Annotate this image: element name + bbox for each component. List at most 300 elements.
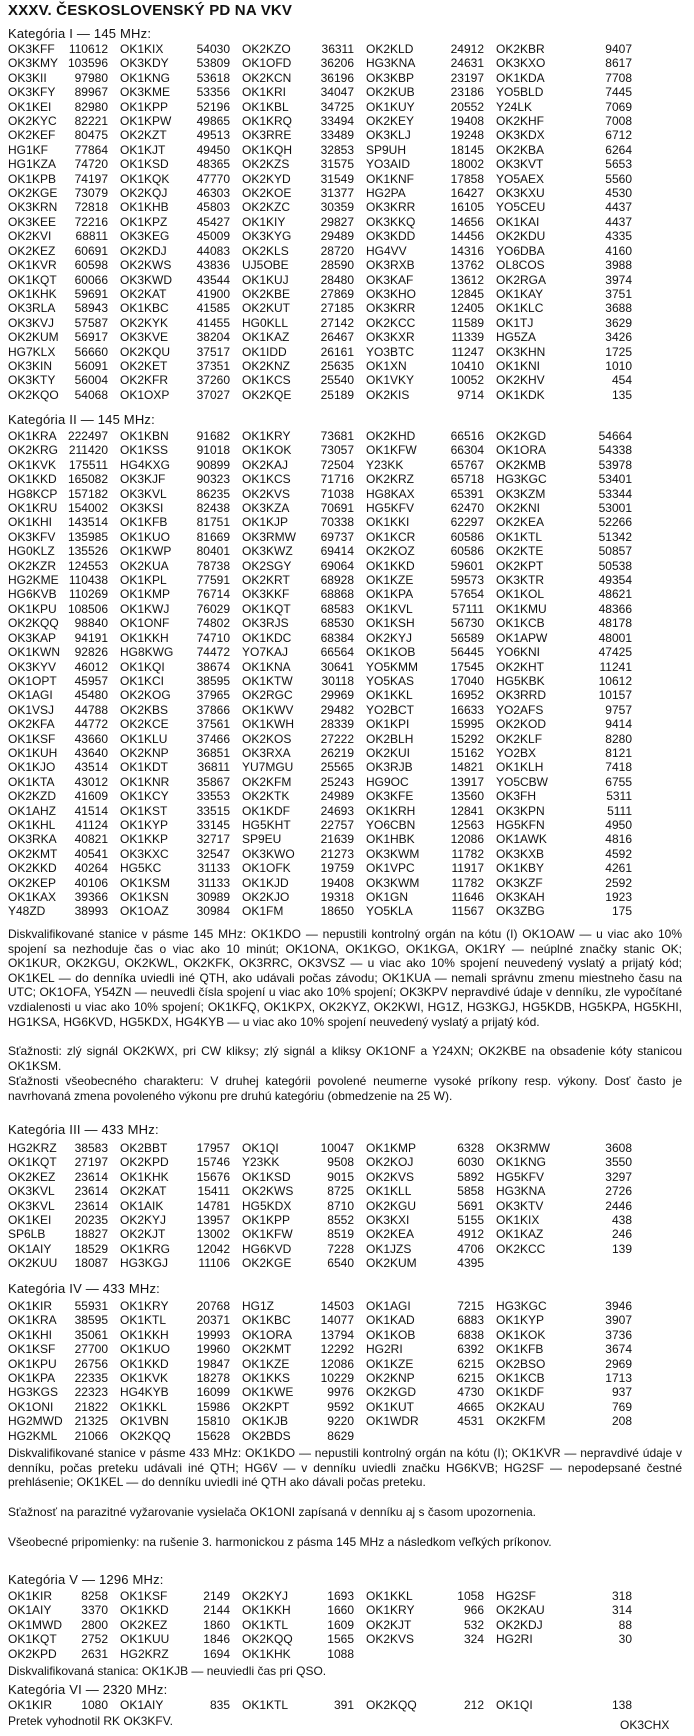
score-cell: 82980 [74, 99, 108, 114]
score-cell: 68868 [320, 587, 354, 602]
score-cell: 2631 [81, 1646, 108, 1661]
score-cell: 77864 [74, 142, 108, 157]
score-cell: 65718 [450, 472, 484, 487]
score-cell: 33494 [320, 114, 354, 129]
score-cell: 7228 [327, 1241, 354, 1256]
callsign-cell: OK2KRZ [366, 472, 415, 487]
score-cell: 43836 [196, 258, 230, 273]
callsign-cell: OK1KHL [8, 817, 56, 832]
score-cell: 3907 [605, 1313, 632, 1328]
score-cell: 31575 [320, 157, 354, 172]
callsign-cell: OK1KTL [242, 1617, 289, 1632]
category-4-general-note: Všeobecné pripomienky: na rušenie 3. harmonickou z pásma 145 MHz a následkom veľkých príkonov. [8, 1535, 552, 1549]
score-cell: 25635 [320, 358, 354, 373]
score-cell: 54030 [196, 42, 230, 56]
score-cell: 11339 [451, 330, 484, 345]
score-cell: 48365 [196, 157, 230, 172]
callsign-cell: OK1KQT [8, 272, 57, 287]
score-cell: 68583 [320, 601, 354, 616]
callsign-cell: OK2KZC [242, 200, 291, 215]
callsign-cell: OK1XN [366, 358, 407, 373]
score-cell: 27222 [320, 731, 354, 746]
score-cell: 43544 [196, 272, 230, 287]
callsign-cell: OK1KJD [242, 875, 289, 890]
score-cell: 27185 [320, 301, 354, 316]
score-cell: 110269 [68, 587, 108, 602]
callsign-cell: OK3RRE [242, 128, 292, 143]
score-cell: 6264 [605, 142, 632, 157]
callsign-cell: YO6CBN [366, 817, 416, 832]
score-cell: 92826 [74, 645, 108, 660]
score-cell: 20235 [74, 1213, 108, 1228]
score-cell: 41585 [196, 301, 230, 316]
callsign-cell: OK1KKD [120, 1356, 169, 1371]
callsign-cell: OK1AGI [366, 1299, 411, 1313]
category-2-complaints-note: Sťažnosti: zlý signál OK2KWX, pri CW kliksy; zlý signál a kliksy OK1ONF a Y24XN; OK2KBE na obsadenie kóty stanicou OK1KSM. [8, 1044, 682, 1073]
callsign-cell: OK2KRG [8, 443, 59, 458]
score-cell: 8552 [327, 1213, 354, 1228]
score-cell: 56091 [74, 358, 108, 373]
callsign-cell: YO5KAS [366, 673, 415, 688]
callsign-cell: OK2KHD [366, 429, 416, 443]
score-cell: 26219 [320, 745, 354, 760]
score-cell: 56917 [74, 330, 108, 345]
score-cell: 57111 [452, 601, 484, 616]
callsign-cell: OK1KJP [242, 515, 289, 530]
score-cell: 73057 [320, 443, 354, 458]
callsign-cell: OK1KRY [242, 429, 291, 443]
callsign-cell: OK1KAD [366, 1313, 415, 1328]
callsign-cell: OK1KRY [366, 1603, 415, 1618]
category-3-table [8, 1141, 688, 1271]
callsign-cell: OK3KFV [8, 529, 56, 544]
score-cell: 6392 [457, 1342, 484, 1357]
callsign-cell: SP9EU [242, 832, 282, 847]
score-cell: 43012 [74, 774, 108, 789]
score-cell: 7445 [605, 85, 632, 100]
score-cell: 1846 [203, 1632, 230, 1647]
callsign-cell: OK1GN [366, 890, 409, 904]
callsign-cell: OK3KME [120, 85, 171, 100]
score-cell: 32717 [196, 832, 230, 847]
score-cell: 81751 [196, 515, 230, 530]
callsign-cell: HG2RI [366, 1342, 403, 1357]
score-cell: 211420 [68, 443, 108, 458]
callsign-cell: OK1KEI [8, 99, 52, 114]
score-cell: 5155 [457, 1213, 484, 1228]
callsign-cell: SP9UH [366, 142, 407, 157]
category-4-table [8, 1299, 688, 1443]
score-cell: 43640 [74, 745, 108, 760]
score-cell: 91018 [196, 443, 230, 458]
score-cell: 33145 [196, 817, 230, 832]
callsign-cell: OK1MWD [8, 1617, 62, 1632]
callsign-cell: OK2KZT [120, 128, 167, 143]
callsign-cell: OK1KAZ [496, 1227, 544, 1242]
callsign-cell: OK3RLA [8, 301, 56, 316]
callsign-cell: OK1OAZ [120, 904, 169, 919]
score-cell: 46012 [74, 659, 108, 674]
callsign-cell: OK3KFY [8, 85, 56, 100]
callsign-cell: OK3RRD [496, 688, 547, 703]
score-cell: 17858 [450, 171, 484, 186]
callsign-cell: OK1KLC [496, 301, 544, 316]
callsign-cell [366, 1647, 442, 1661]
score-cell [580, 1647, 632, 1661]
score-cell: 53401 [598, 472, 632, 487]
score-cell: 1609 [327, 1617, 354, 1632]
score-cell: 37260 [196, 373, 230, 388]
callsign-cell: OK2KYK [120, 315, 169, 330]
callsign-cell: HG2RI [496, 1632, 533, 1647]
score-cell: 21822 [74, 1399, 108, 1414]
callsign-cell: OK1KNG [496, 1155, 547, 1170]
callsign-cell: OK3FH [496, 789, 537, 804]
score-cell: 3608 [605, 1141, 632, 1155]
callsign-cell: OK2KHF [496, 114, 545, 129]
callsign-cell: OK1KSM [120, 875, 171, 890]
score-cell: 10047 [320, 1141, 354, 1155]
callsign-cell: OK3KVE [120, 330, 169, 345]
score-cell: 18529 [74, 1241, 108, 1256]
callsign-cell: OK2KHV [496, 373, 545, 388]
score-cell: 16952 [450, 688, 484, 703]
score-cell: 18650 [320, 904, 354, 919]
score-cell: 33553 [196, 789, 230, 804]
callsign-cell: OK3KXC [120, 846, 169, 861]
score-cell: 39366 [74, 890, 108, 904]
category-1-heading: Kategória I — 145 MHz: [8, 26, 152, 41]
score-cell: 68811 [75, 229, 108, 244]
callsign-cell: OK1KUO [120, 529, 171, 544]
callsign-cell: OK2KPD [8, 1646, 57, 1661]
score-cell: 13917 [450, 774, 484, 789]
callsign-cell: OK3KHN [496, 344, 546, 359]
callsign-cell: OK1KUY [366, 99, 415, 114]
score-cell: 4395 [457, 1256, 484, 1271]
callsign-cell: YO2BCT [366, 702, 415, 717]
score-cell: 26756 [74, 1356, 108, 1371]
score-cell: 11567 [451, 904, 484, 919]
callsign-cell: OK1KUJ [242, 272, 289, 287]
callsign-cell: OK2KIS [366, 387, 410, 402]
score-cell: 19759 [320, 861, 354, 876]
callsign-cell: OK2KJT [366, 1617, 412, 1632]
score-cell: 6215 [457, 1356, 484, 1371]
score-cell: 139 [611, 1241, 632, 1256]
score-cell: 37866 [196, 702, 230, 717]
score-cell: 29489 [320, 229, 354, 244]
callsign-cell: OK2KOS [242, 731, 292, 746]
score-cell: 68928 [320, 573, 354, 588]
score-cell: 18145 [450, 142, 484, 157]
callsign-cell: OK3KZM [496, 486, 546, 501]
score-cell: 44788 [74, 702, 108, 717]
score-cell: 38204 [196, 330, 230, 345]
callsign-cell: OK1KOB [366, 1327, 416, 1342]
callsign-cell: HG2KRZ [120, 1646, 169, 1661]
score-cell: 43514 [74, 760, 108, 775]
score-cell: 135526 [67, 544, 108, 559]
callsign-cell: OK1KDA [496, 70, 545, 85]
score-cell: 4592 [605, 846, 632, 861]
score-cell: 65391 [450, 486, 484, 501]
callsign-cell: OK2KYC [8, 114, 57, 129]
score-cell: 212 [463, 1698, 484, 1712]
score-cell: 45957 [74, 673, 108, 688]
callsign-cell: OK2KCC [496, 1241, 546, 1256]
callsign-cell: OK1AWK [496, 832, 547, 847]
callsign-cell: OK1KVK [8, 457, 57, 472]
category-2-heading: Kategória II — 145 MHz: [8, 412, 155, 427]
callsign-cell: YO5KMM [366, 659, 419, 674]
score-cell: 81669 [196, 529, 230, 544]
callsign-cell: OK1KKH [242, 1603, 291, 1618]
score-cell: 90899 [196, 457, 230, 472]
callsign-cell: OK3KTV [496, 1198, 544, 1213]
score-cell: 20552 [450, 99, 484, 114]
score-cell: 6712 [605, 128, 632, 143]
callsign-cell: OK1KPA [8, 1371, 56, 1386]
callsign-cell: OK1KRG [120, 1241, 171, 1256]
score-cell: 28339 [320, 717, 354, 732]
callsign-cell: HG7KLX [8, 344, 56, 359]
callsign-cell: OK1KHK [242, 1646, 291, 1661]
callsign-cell: YO5BLD [496, 85, 544, 100]
callsign-cell: OK1KSH [366, 616, 415, 631]
score-cell: 45427 [196, 214, 230, 229]
callsign-cell: HG1KF [8, 142, 49, 157]
callsign-cell: OK2RGC [242, 688, 293, 703]
score-cell: 8710 [327, 1198, 354, 1213]
callsign-cell: OK1KPP [120, 99, 169, 114]
score-cell: 7708 [605, 70, 632, 85]
callsign-cell: OK3KTR [496, 573, 545, 588]
score-cell: 69414 [320, 544, 354, 559]
score-cell: 6328 [457, 1141, 484, 1155]
callsign-cell: OK2KVI [8, 229, 52, 244]
callsign-cell: OK2KYJ [366, 630, 413, 645]
score-cell: 6755 [605, 774, 632, 789]
score-cell: 135985 [67, 529, 108, 544]
callsign-cell: OK1KFW [242, 1227, 293, 1242]
score-cell: 23614 [74, 1184, 108, 1199]
callsign-cell: Y23KK [242, 1155, 280, 1170]
score-cell: 19408 [320, 875, 354, 890]
score-cell: 55931 [74, 1299, 108, 1313]
score-cell: 2446 [605, 1198, 632, 1213]
score-cell: 6540 [327, 1256, 354, 1271]
callsign-cell: OK1KUH [8, 745, 58, 760]
score-cell: 21273 [320, 846, 354, 861]
callsign-cell: OK1KRU [8, 501, 58, 516]
score-cell: 11646 [451, 890, 484, 904]
callsign-cell: OK2KTK [242, 789, 290, 804]
score-cell: 29482 [320, 702, 354, 717]
score-cell: 71038 [320, 486, 354, 501]
score-cell: 17957 [196, 1141, 230, 1155]
callsign-cell: HG2MWD [8, 1414, 63, 1429]
callsign-cell: HG3KNA [366, 56, 416, 71]
score-cell: 16099 [196, 1385, 230, 1400]
callsign-cell: OK1KDF [496, 1385, 545, 1400]
score-cell: 4816 [605, 832, 632, 847]
score-cell: 37517 [196, 344, 230, 359]
callsign-cell: OK1HBK [366, 832, 415, 847]
score-cell: 318 [611, 1589, 632, 1603]
score-cell: 11917 [451, 861, 484, 876]
score-cell: 8280 [605, 731, 632, 746]
score-cell: 3751 [605, 286, 632, 301]
score-cell: 91682 [196, 429, 230, 443]
score-cell: 22757 [320, 817, 354, 832]
callsign-cell: HG4VV [366, 243, 407, 258]
score-cell: 3688 [605, 301, 632, 316]
callsign-cell: HG3KGC [496, 1299, 547, 1313]
score-cell: 8258 [81, 1589, 108, 1603]
callsign-cell: OK3RKA [8, 832, 57, 847]
evaluated-by-note: Pretek vyhodnotil RK OK3KFV. [8, 1714, 173, 1728]
signature: OK3CHX [620, 1718, 670, 1732]
score-cell: 12845 [450, 286, 484, 301]
category-4-heading: Kategória IV — 433 MHz: [8, 1281, 160, 1296]
callsign-cell: OK1KIR [8, 1589, 53, 1603]
score-cell: 23197 [450, 70, 484, 85]
score-cell: 41514 [74, 803, 108, 818]
callsign-cell: OK1KUO [120, 1342, 171, 1357]
score-cell: 24693 [320, 803, 354, 818]
score-cell: 60586 [450, 529, 484, 544]
callsign-cell: OK2KUA [120, 558, 169, 573]
callsign-cell: OK2KFM [242, 774, 292, 789]
score-cell: 58943 [74, 301, 108, 316]
callsign-cell: OK2KGU [366, 1198, 417, 1213]
callsign-cell: OK2KQQ [242, 1632, 293, 1647]
callsign-cell: OK1KPA [366, 587, 414, 602]
score-cell: 1660 [327, 1603, 354, 1618]
callsign-cell: OK1KNA [242, 659, 291, 674]
callsign-cell: OK1KFB [120, 515, 168, 530]
score-cell: 1713 [605, 1371, 632, 1386]
callsign-cell: OK2KTE [496, 544, 544, 559]
score-cell: 110438 [68, 573, 108, 588]
callsign-cell: OK3KAF [366, 272, 414, 287]
callsign-cell: OK1KSF [8, 731, 56, 746]
score-cell: 2144 [203, 1603, 230, 1618]
score-cell: 9414 [605, 717, 632, 732]
callsign-cell: OK1KNR [120, 774, 170, 789]
callsign-cell: OK1ORA [496, 443, 547, 458]
callsign-cell: OK3RMW [242, 529, 296, 544]
callsign-cell: OK2KCE [120, 717, 169, 732]
callsign-cell: HG8KAX [366, 486, 415, 501]
callsign-cell: HG8KWG [120, 645, 174, 660]
callsign-cell: OK1KBN [120, 429, 169, 443]
score-cell [580, 1429, 632, 1443]
callsign-cell: HG9OC [366, 774, 409, 789]
score-cell: 1058 [457, 1589, 484, 1603]
callsign-cell: OK1KSF [120, 1589, 168, 1603]
score-cell: 2592 [605, 875, 632, 890]
score-cell: 1923 [605, 890, 632, 904]
callsign-cell: OK2KEZ [8, 243, 56, 258]
callsign-cell: OK1KVR [8, 258, 57, 273]
score-cell: 49450 [196, 142, 230, 157]
callsign-cell: OK1KOK [242, 443, 292, 458]
callsign-cell: OK3KDD [366, 229, 416, 244]
callsign-cell: OK2KNP [120, 745, 169, 760]
score-cell: 54664 [598, 429, 632, 443]
score-cell: 11106 [198, 1256, 230, 1271]
callsign-cell: OK1KZE [366, 1356, 414, 1371]
callsign-cell: OK3KWM [366, 875, 420, 890]
score-cell: 8629 [327, 1428, 354, 1443]
score-cell: 26467 [320, 330, 354, 345]
score-cell [442, 1429, 496, 1443]
score-cell: 12292 [320, 1342, 354, 1357]
score-cell: 38674 [196, 659, 230, 674]
callsign-cell: OK1KVK [120, 1371, 169, 1386]
callsign-cell: OK1KDT [120, 760, 169, 775]
score-cell: 27197 [74, 1155, 108, 1170]
score-cell: 56445 [450, 645, 484, 660]
callsign-cell: OK2KUT [242, 301, 291, 316]
callsign-cell: OK1OFD [242, 56, 292, 71]
score-cell: 80475 [74, 128, 108, 143]
callsign-cell: OK3KII [8, 70, 47, 85]
callsign-cell: OK1KCB [496, 616, 545, 631]
score-cell: 46303 [196, 186, 230, 201]
score-cell: 82221 [74, 114, 108, 129]
score-cell: 15676 [196, 1169, 230, 1184]
callsign-cell: OK1KTL [120, 1313, 167, 1328]
callsign-cell: YO6DBA [496, 243, 545, 258]
callsign-cell: OK1KHI [8, 515, 53, 530]
score-cell: 4437 [605, 200, 632, 215]
score-cell: 30984 [196, 904, 230, 919]
callsign-cell: OK2KJT [120, 1227, 166, 1242]
score-cell: 175511 [68, 457, 108, 472]
score-cell: 74197 [74, 171, 108, 186]
callsign-cell: OK3KEE [8, 214, 57, 229]
callsign-cell: OK1KPP [242, 1213, 291, 1228]
score-cell: 15810 [196, 1414, 230, 1429]
callsign-cell: OK2KGE [8, 186, 58, 201]
score-cell: 24989 [320, 789, 354, 804]
callsign-cell: OK2KHT [496, 659, 545, 674]
score-cell: 14781 [196, 1198, 230, 1213]
score-cell: 54068 [74, 387, 108, 402]
callsign-cell: HG3KGC [496, 472, 547, 487]
score-cell: 31133 [197, 861, 230, 876]
callsign-cell: OK1KTL [496, 529, 543, 544]
score-cell: 27869 [320, 286, 354, 301]
score-cell: 21639 [320, 832, 354, 847]
callsign-cell: OK3KFF [8, 42, 55, 56]
score-cell: 30989 [196, 890, 230, 904]
callsign-cell: OK2KGE [242, 1256, 292, 1271]
callsign-cell: OK2KUU [8, 1256, 58, 1271]
score-cell: 69737 [320, 529, 354, 544]
callsign-cell: HG6KVD [242, 1241, 292, 1256]
callsign-cell: SP6LB [8, 1227, 46, 1242]
callsign-cell: OK1KPU [8, 601, 57, 616]
score-cell: 12563 [450, 817, 484, 832]
score-cell: 2149 [203, 1589, 230, 1603]
callsign-cell: OK1KQT [242, 601, 291, 616]
score-cell: 32853 [320, 142, 354, 157]
score-cell: 19318 [320, 890, 354, 904]
